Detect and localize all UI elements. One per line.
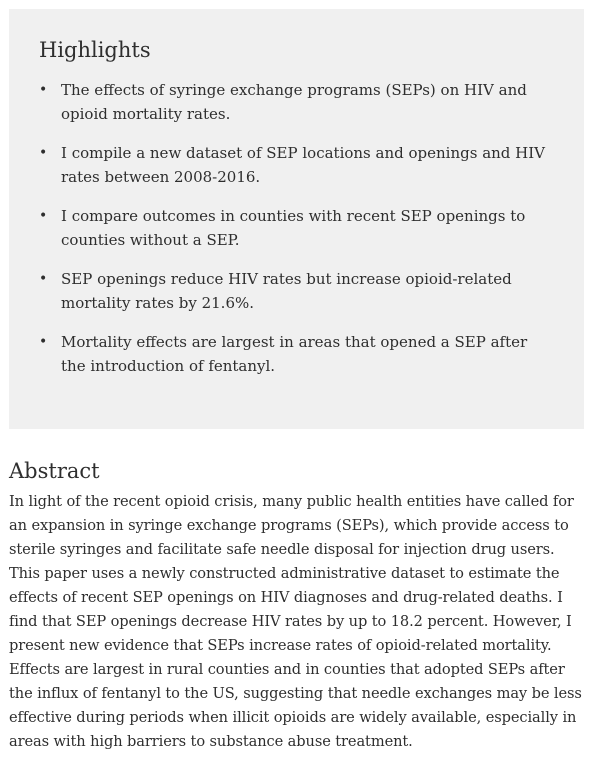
highlight-item [39,330,564,378]
highlight-text: The effects of syringe exchange programs (SEPs) on HIV and opioid mortality rates. [61,81,527,123]
highlights-list [39,78,564,378]
highlight-text: I compile a new dataset of SEP locations and openings and HIV rates between 2008-2016. [61,144,546,186]
abstract-title: Abstract [9,459,100,483]
highlight-item [39,267,564,315]
bullet-icon: • [39,208,48,224]
highlight-text: SEP openings reduce HIV rates but increase opioid-related mortality rates by 21.6%. [61,270,512,312]
abstract-section [9,456,589,754]
bullet-icon: • [39,271,48,287]
bullet-icon: • [39,145,48,161]
highlights-box [9,9,584,429]
bullet-icon: • [39,82,48,98]
highlight-item [39,141,564,189]
highlights-title: Highlights [39,38,151,62]
bullet-icon: • [39,334,48,350]
highlight-text: Mortality effects are largest in areas that opened a SEP after the introduction of fentanyl. [61,333,528,375]
highlight-item [39,78,564,126]
abstract-body: In light of the recent opioid crisis, many public health entities have called for an expansion in syringe exchange programs (SEPs), which provide access to sterile syringes and facilitate safe needle disposal for injection drug users. This paper uses a newly constructed administrative dataset to estimate the effects of recent SEP openings on HIV diagnoses and drug-related deaths. I find that SEP openings decrease HIV rates by up to 18.2 percent. However, I present new evidence that SEPs increase rates of opioid-related mortality. Effects are largest in rural counties and in counties that adopted SEPs after the influx of fentanyl to the US, suggesting that needle exchanges may be less effective during periods when illicit opioids are widely available, especially in areas with high barriers to substance abuse treatment. [9,493,582,750]
highlight-item [39,204,564,252]
highlight-text: I compare outcomes in counties with recent SEP openings to counties without a SEP. [61,207,526,249]
